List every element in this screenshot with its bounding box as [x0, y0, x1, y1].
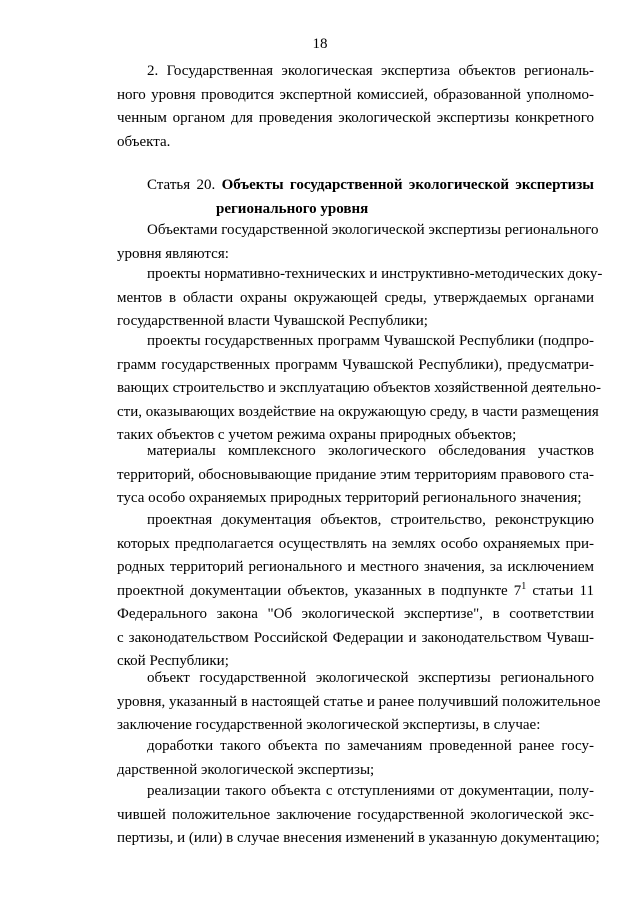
text-line: уровня, указанный в настоящей статье и ранее получивший положительное [117, 693, 601, 710]
text-line: сти, оказывающих воздействие на окружающую среду, в части размещения [117, 403, 599, 420]
text-line: проектная документация объектов, строительство, реконструкцию [147, 512, 594, 528]
text-line: ской Республики; [117, 653, 229, 669]
text-line: территорий, обосновывающие придание этим территориям правового ста- [117, 466, 594, 483]
text-fragment: проектной документации объектов, указанных в подпункте 7 [117, 582, 522, 599]
superscript: 1 [521, 580, 527, 592]
text-line: ного уровня проводится экспертной комиссией, образованной уполномо- [117, 86, 594, 103]
list-item-7 [117, 780, 600, 851]
text-line: проекты нормативно-технических и инструктивно-методических доку- [147, 266, 603, 282]
text-line: государственной власти Чувашской Республики; [117, 313, 428, 329]
article-label: Статья 20. [147, 177, 216, 193]
list-item-4 [117, 509, 594, 674]
text-line: Объектами государственной экологической экспертизы регионального [147, 222, 599, 238]
text-line [117, 580, 594, 604]
text-line: вающих строительство и эксплуатацию объектов хозяйственной деятельно- [117, 380, 601, 396]
text-fragment: статьи 11 [526, 582, 594, 599]
text-line: доработки такого объекта по замечаниям проведенной ранее госу- [147, 738, 594, 754]
text-line: родных территорий регионального и местного значения, за исключением [117, 559, 594, 575]
text-line: которых предполагается осуществлять на землях особо охраняемых при- [117, 535, 594, 552]
article-heading [147, 174, 594, 221]
text-line: материалы комплексного экологического обследования участков [147, 443, 594, 459]
text-line: пертизы, и (или) в случае внесения изменений в указанную документацию; [117, 830, 600, 846]
article-title-line-2: регионального уровня [216, 200, 369, 217]
text-line: дарственной экологической экспертизы; [117, 761, 375, 778]
text-line: реализации такого объекта с отступлениями от документации, полу- [147, 783, 594, 799]
page-number: 18 [312, 36, 328, 52]
text-line: заключение государственной экологической экспертизы, в случае: [117, 717, 541, 733]
text-line: 2. Государственная экологическая экспертиза объектов региональ- [147, 63, 594, 79]
paragraph-2 [117, 60, 594, 154]
list-item-2 [117, 330, 601, 448]
list-item-5 [117, 667, 601, 738]
text-line: чившей положительное заключение государственной экологической экс- [117, 806, 594, 823]
text-line: Федерального закона "Об экологической экспертизе", в соответствии [117, 606, 594, 622]
text-line: объекта. [117, 133, 171, 150]
text-line: ментов в области охраны окружающей среды, утверждаемых органами [117, 289, 594, 306]
list-item-1 [117, 263, 603, 334]
article-title-line-1: Объекты государственной экологической экспертизы [221, 177, 594, 193]
list-item-3 [117, 440, 594, 511]
text-line: объект государственной экологической экспертизы регионального [147, 670, 594, 686]
text-line: проекты государственных программ Чувашской Республики (подпро- [147, 333, 594, 349]
text-line: ченным органом для проведения экологической экспертизы конкретного [117, 110, 594, 126]
article-heading-line-1 [147, 174, 594, 198]
text-line: туса особо охраняемых природных территорий регионального значения; [117, 490, 582, 506]
intro-paragraph [117, 219, 599, 266]
text-line: таких объектов с учетом режима охраны природных объектов; [117, 427, 517, 443]
text-line: грамм государственных программ Чувашской Республики), предусматри- [117, 356, 594, 373]
text-line: уровня являются: [117, 245, 229, 262]
text-line: с законодательством Российской Федерации и законодательством Чуваш- [117, 629, 594, 646]
list-item-6 [117, 735, 594, 782]
